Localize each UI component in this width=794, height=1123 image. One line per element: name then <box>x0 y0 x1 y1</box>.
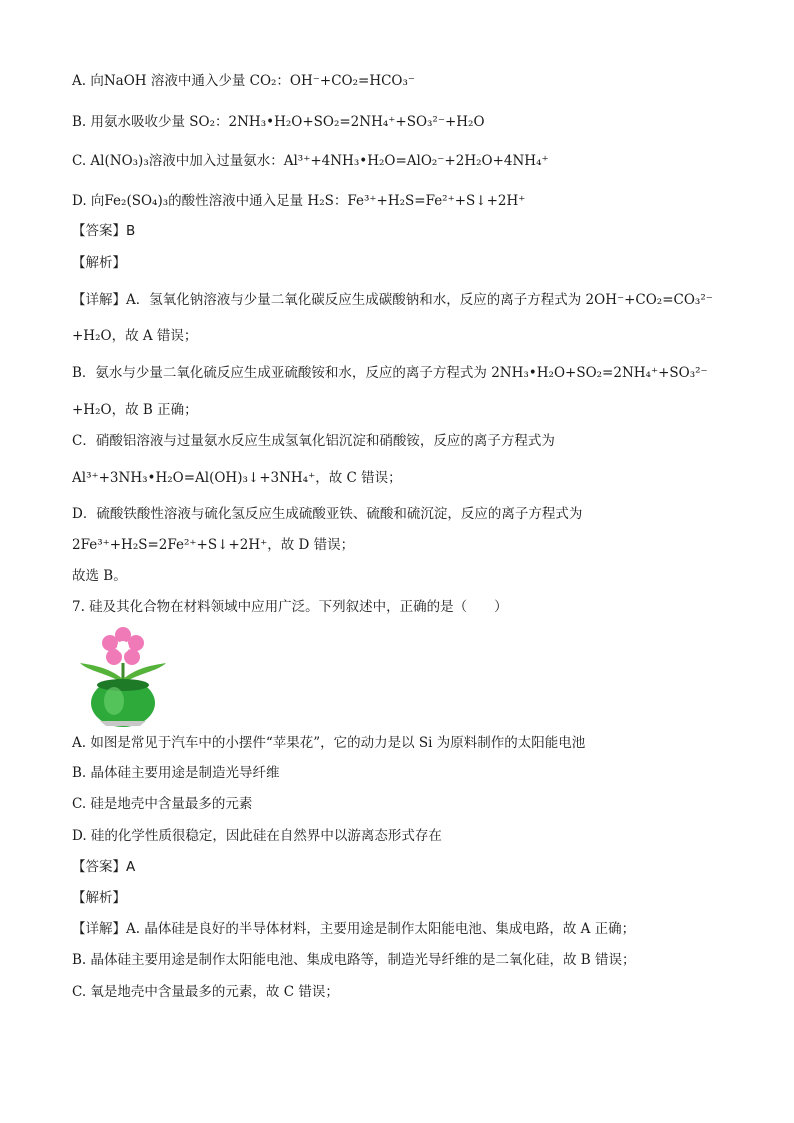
explanation-line: C. 氧是地壳中含量最多的元素，故 C 错误； <box>72 984 339 1000</box>
explanation-line: C．硝酸铝溶液与过量氨水反应生成氢氧化铝沉淀和硝酸铵，反应的离子方程式为 <box>72 433 555 449</box>
answer-label: 【答案】B <box>72 223 136 239</box>
analysis-label: 【解析】 <box>72 890 126 906</box>
question-7-option-c: C. 硅是地壳中含量最多的元素 <box>72 796 253 812</box>
explanation-line: D．硫酸铁酸性溶液与硫化氢反应生成硫酸亚铁、硫酸和硫沉淀，反应的离子方程式为 <box>72 506 583 522</box>
explanation-line: 【详解】A. 晶体硅是良好的半导体材料，主要用途是制作太阳能电池、集成电路，故 A 正确； <box>72 921 636 937</box>
option-c: C. Al(NO₃)₃溶液中加入过量氨水：Al³⁺+4NH₃•H₂O=AlO₂⁻+2H₂O+4NH₄⁺ <box>72 153 549 169</box>
question-7-option-a: A. 如图是常见于汽车中的小摆件“苹果花”，它的动力是以 Si 为原料制作的太阳能电池 <box>72 735 586 751</box>
option-b: B. 用氨水吸收少量 SO₂：2NH₃•H₂O+SO₂=2NH₄⁺+SO₃²⁻+H₂O <box>72 114 485 130</box>
explanation-line: B．氨水与少量二氧化硫反应生成亚硫酸铵和水，反应的离子方程式为 2NH₃•H₂O+SO₂=2NH₄⁺+SO₃²⁻ <box>72 365 708 381</box>
question-7-option-b: B. 晶体硅主要用途是制造光导纤维 <box>72 765 280 781</box>
explanation-line: B. 晶体硅主要用途是制作太阳能电池、集成电路等，制造光导纤维的是二氧化硅，故 B 错误； <box>72 952 636 968</box>
explanation-line: Al³⁺+3NH₃•H₂O=Al(OH)₃↓+3NH₄⁺，故 C 错误； <box>72 470 402 486</box>
explanation-line: 【详解】A．氢氧化钠溶液与少量二氧化碳反应生成碳酸钠和水，反应的离子方程式为 2OH⁻+CO₂=CO₃²⁻ <box>72 292 713 308</box>
explanation-line: +H₂O，故 B 正确； <box>72 402 198 418</box>
option-a: A. 向NaOH 溶液中通入少量 CO₂：OH⁻+CO₂=HCO₃⁻ <box>72 73 416 89</box>
option-d: D. 向Fe₂(SO₄)₃的酸性溶液中通入足量 H₂S：Fe³⁺+H₂S=Fe²⁺+S↓+2H⁺ <box>72 193 526 209</box>
explanation-line: 2Fe³⁺+H₂S=2Fe²⁺+S↓+2H⁺，故 D 错误； <box>72 537 355 553</box>
explanation-line: +H₂O，故 A 错误； <box>72 328 198 344</box>
explanation-line: 故选 B。 <box>72 568 127 584</box>
apple-flower-image <box>76 623 170 727</box>
question-7-stem: 7. 硅及其化合物在材料领域中应用广泛。下列叙述中，正确的是（ ） <box>72 599 508 615</box>
answer-label: 【答案】A <box>72 859 136 875</box>
analysis-label: 【解析】 <box>72 255 126 271</box>
question-7-option-d: D. 硅的化学性质很稳定，因此硅在自然界中以游离态形式存在 <box>72 828 442 844</box>
